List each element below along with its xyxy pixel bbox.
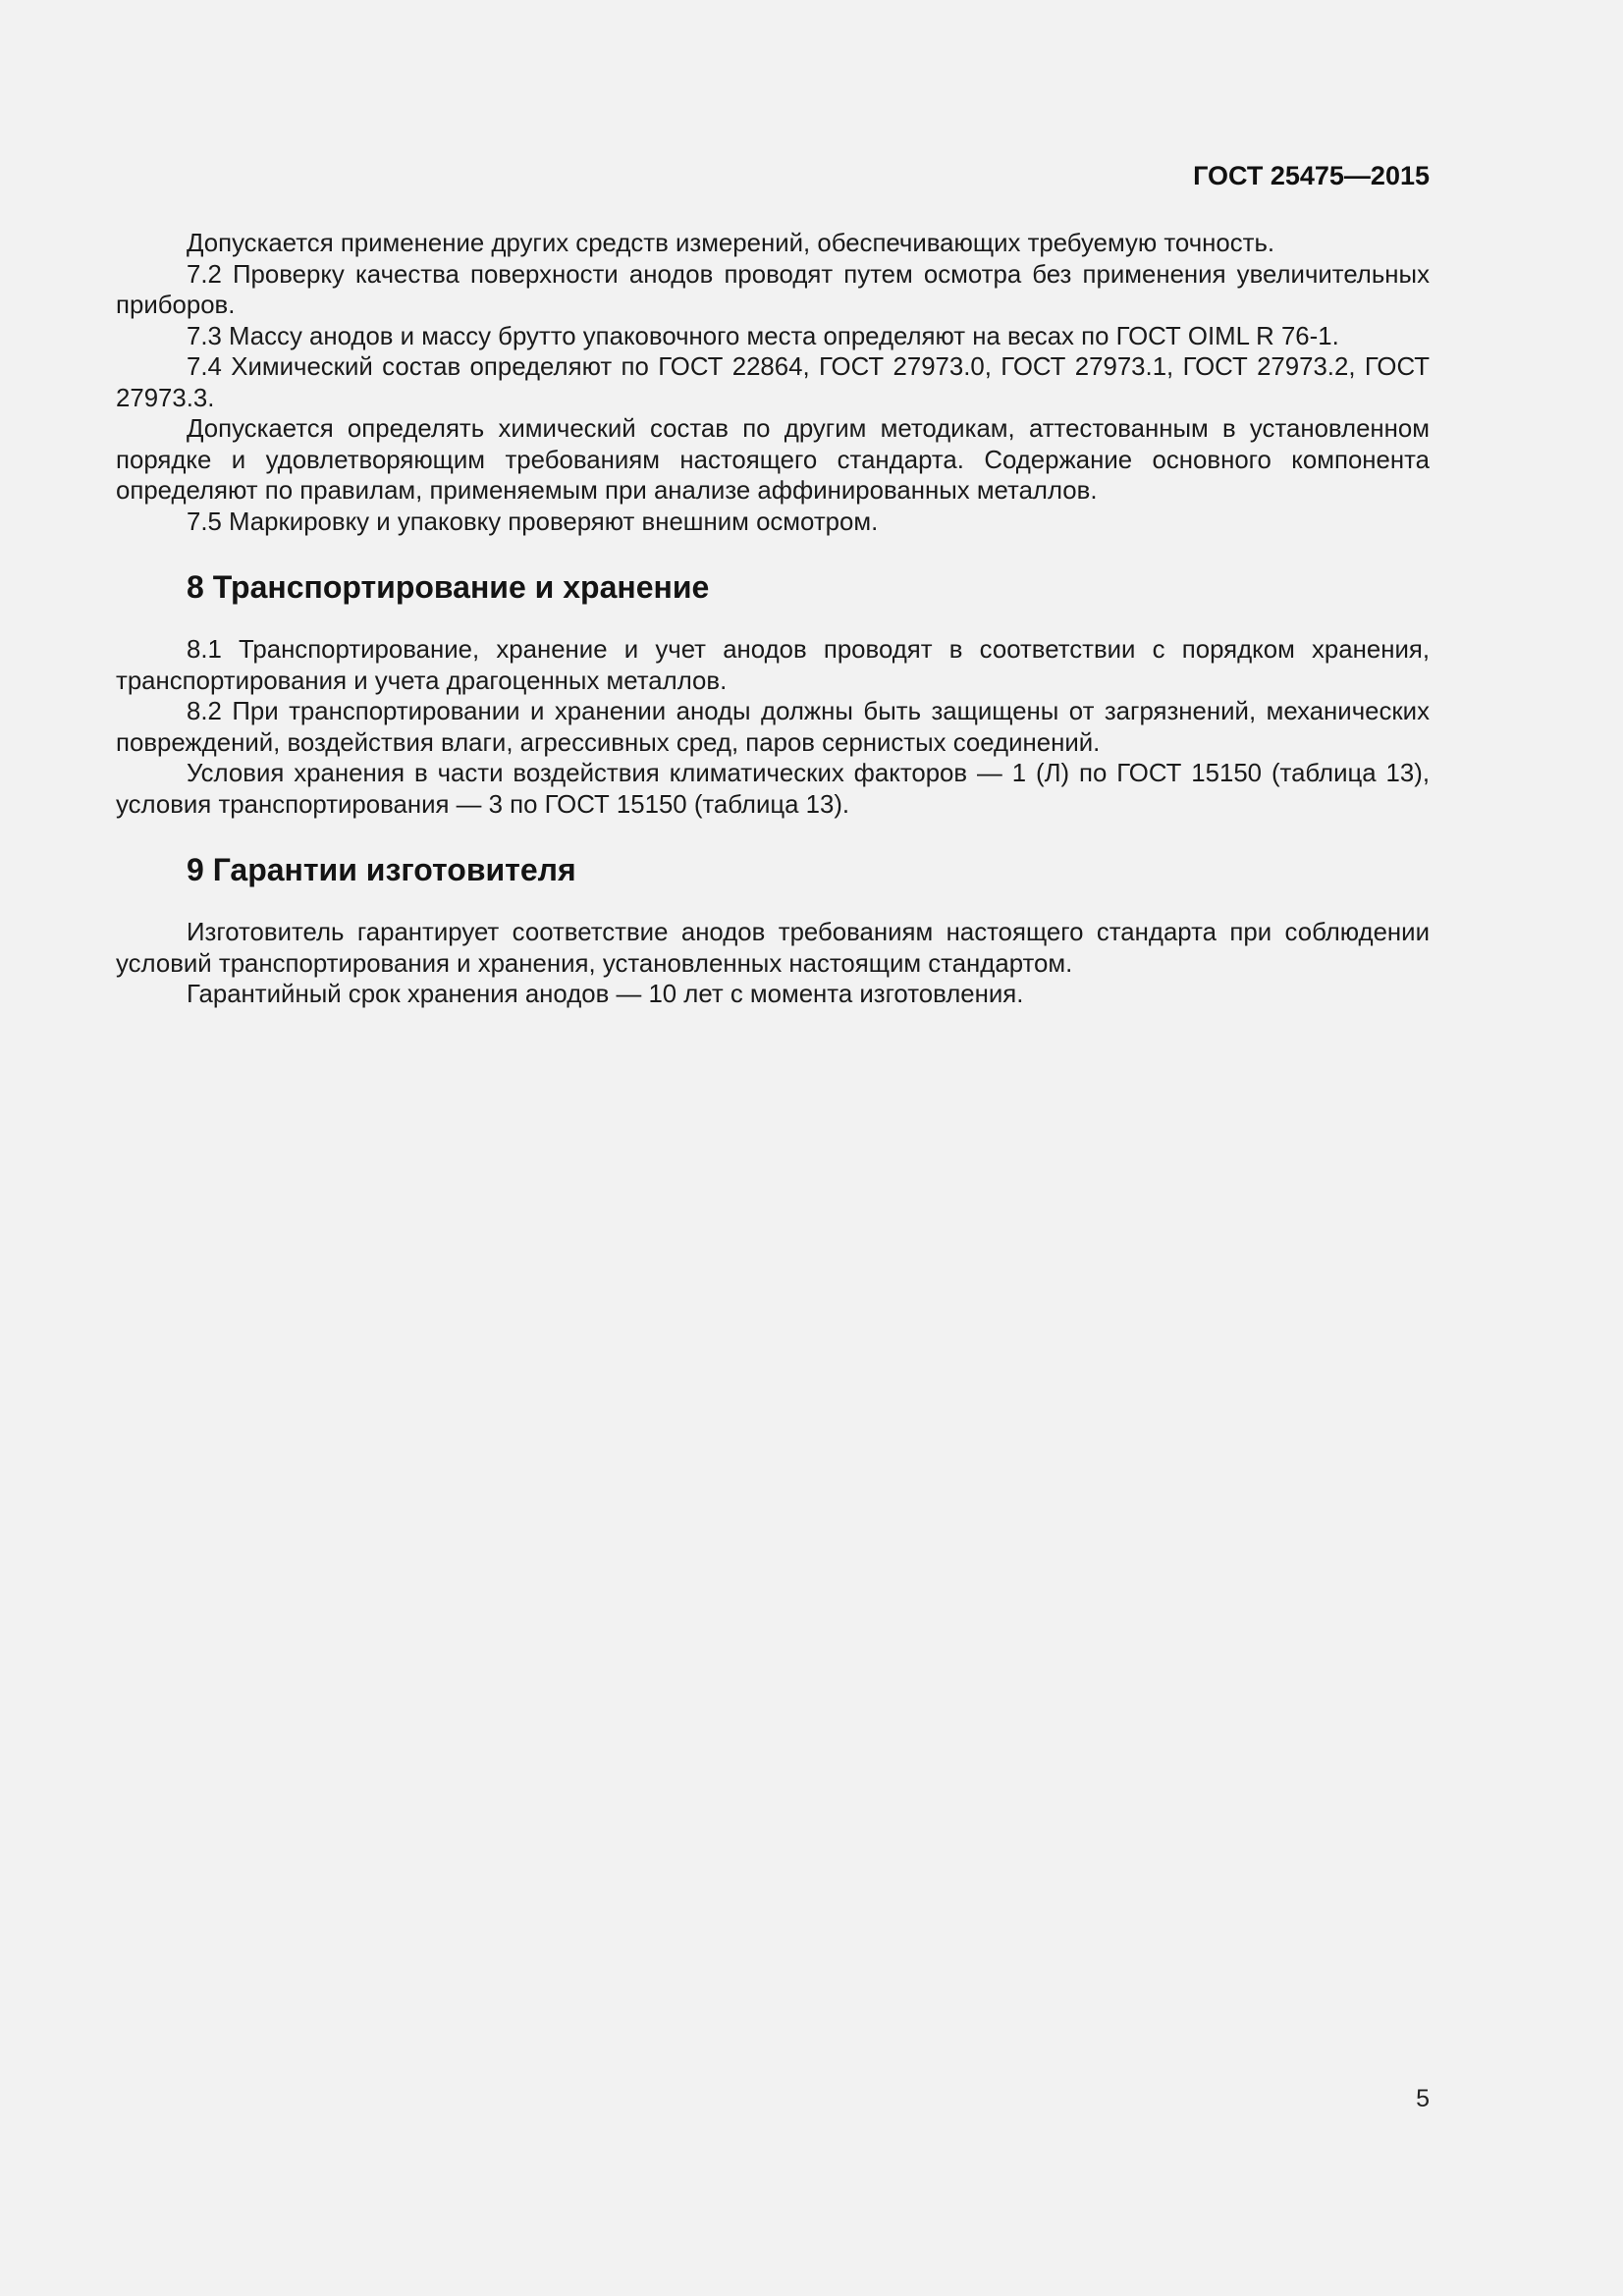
- paragraph-9-2: Гарантийный срок хранения анодов — 10 лет с момента изготовления.: [187, 981, 1024, 1008]
- paragraph-7-4: 7.4 Химический состав определяют по ГОСТ 22864, ГОСТ 27973.0, ГОСТ 27973.1, ГОСТ 27973.2, ГОСТ 27973.3.: [116, 353, 1430, 412]
- paragraph-8-2: 8.2 При транспортировании и хранении аноды должны быть защищены от загрязнений, механических повреждений, воздействия влаги, агрессивных сред, паров сернистых соединений.: [116, 698, 1430, 757]
- paragraph-9-1: Изготовитель гарантирует соответствие анодов требованиям настоящего стандарта при соблюдении условий транспортирования и хранения, установленных настоящим стандартом.: [116, 919, 1430, 978]
- paragraph-7-2: 7.2 Проверку качества поверхности анодов проводят путем осмотра без применения увеличительных приборов.: [116, 260, 1430, 319]
- paragraph-8-2-note: Условия хранения в части воздействия климатических факторов — 1 (Л) по ГОСТ 15150 (таблица 13), условия транспортирования — 3 по ГОСТ 15150 (таблица 13).: [116, 760, 1430, 819]
- section-9-heading: 9 Гарантии изготовителя: [187, 852, 576, 887]
- section-8-heading: 8 Транспортирование и хранение: [187, 569, 710, 605]
- paragraph-8-1: 8.1 Транспортирование, хранение и учет анодов проводят в соответствии с порядком хранения, транспортирования и учета драгоценных металлов.: [116, 636, 1430, 695]
- document-header: ГОСТ 25475—2015: [1193, 161, 1430, 190]
- page-number: 5: [1416, 2085, 1430, 2112]
- paragraph-7-3: 7.3 Массу анодов и массу брутто упаковочного места определяют на весах по ГОСТ OIML R 76-1.: [187, 322, 1339, 350]
- paragraph-7-1-note: Допускается применение других средств измерений, обеспечивающих требуемую точность.: [187, 230, 1275, 257]
- document-body: [116, 229, 1430, 1011]
- paragraph-7-5: 7.5 Маркировку и упаковку проверяют внешним осмотром.: [187, 507, 879, 536]
- paragraph-7-4-note: Допускается определять химический состав по другим методикам, аттестованным в установленном порядке и удовлетворяющим требованиям настоящего стандарта. Содержание основного компонента определяют по правилам, применяемым при анализе аффинированных металлов.: [116, 415, 1430, 505]
